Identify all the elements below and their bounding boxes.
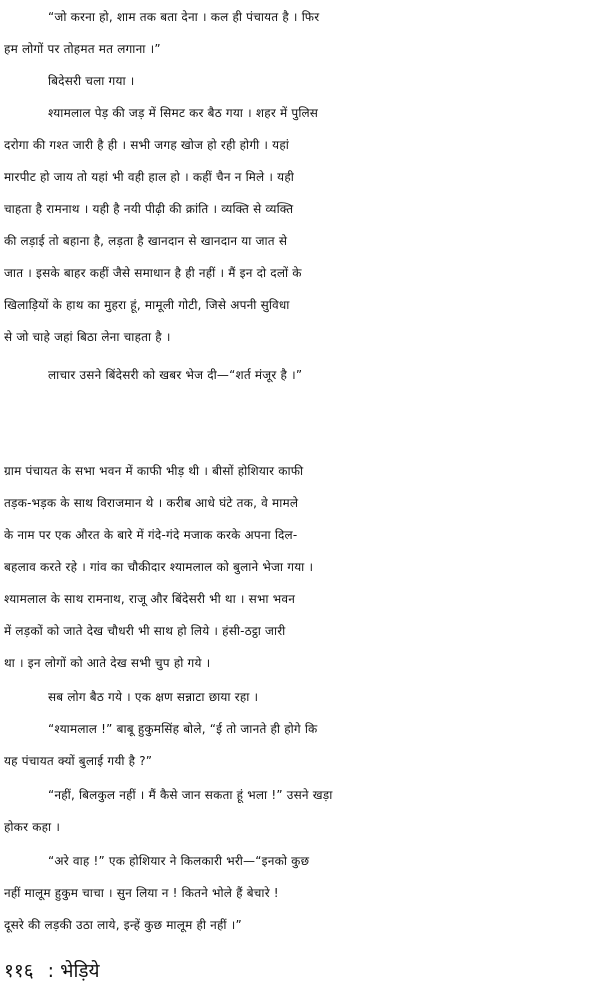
- paragraph-line: ग्राम पंचायत के सभा भवन में काफी भीड़ थी । बीसों होशियार काफी: [4, 464, 304, 478]
- paragraph-line: तड़क-भड़क के साथ विराजमान थे । करीब आधे घंटे तक, वे मामले: [4, 496, 299, 510]
- paragraph-line: बिदेसरी चला गया ।: [48, 74, 135, 88]
- page-footer: [4, 958, 114, 984]
- paragraph-line: के नाम पर एक औरत के बारे में गंदे-गंदे मजाक करके अपना दिल-: [4, 528, 298, 542]
- paragraph-line: “श्यामलाल !” बाबू हुकुमसिंह बोले, “ई तो जानते ही होगे कि: [48, 722, 318, 736]
- paragraph-line: की लड़ाई तो बहाना है, लड़ता है खानदान से खानदान या जात से: [4, 234, 288, 248]
- paragraph-line: यह पंचायत क्यों बुलाई गयी है ?”: [4, 754, 153, 768]
- paragraph-line: चाहता है रामनाथ । यही है नयी पीढ़ी की क्रांति । व्यक्ति से व्यक्ति: [4, 202, 294, 216]
- paragraph-line: सब लोग बैठ गये । एक क्षण सन्नाटा छाया रहा ।: [48, 690, 259, 704]
- running-title: : भेड़िये: [47, 960, 100, 982]
- paragraph-line: होकर कहा ।: [4, 820, 61, 834]
- paragraph-line: “जो करना हो, शाम तक बता देना । कल ही पंचायत है । फिर: [48, 10, 320, 24]
- paragraph-line: जात । इसके बाहर कहीं जैसे समाधान है ही नहीं । मैं इन दो दलों के: [4, 266, 302, 280]
- paragraph-line: मारपीट हो जाय तो यहां भी वही हाल हो । कहीं चैन न मिले । यही: [4, 170, 295, 184]
- page-number: ११६: [4, 960, 34, 982]
- paragraph-line: में लड़कों को जाते देख चौधरी भी साथ हो लिये । हंसी-ठट्ठा जारी: [4, 624, 286, 638]
- paragraph-line: दरोगा की गश्त जारी है ही । सभी जगह खोज हो रही होगी । यहां: [4, 138, 290, 152]
- paragraph-line: श्यामलाल पेड़ की जड़ में सिमट कर बैठ गया । शहर में पुलिस: [48, 106, 319, 120]
- paragraph-line: श्यामलाल के साथ रामनाथ, राजू और बिंदेसरी भी था । सभा भवन: [4, 592, 296, 606]
- paragraph-line: से जो चाहे जहां बिठा लेना चाहता है ।: [4, 330, 171, 344]
- paragraph-line: बहलाव करते रहे । गांव का चौकीदार श्यामलाल को बुलाने भेजा गया ।: [4, 560, 314, 574]
- paragraph-line: दूसरे की लड़की उठा लाये, इन्हें कुछ मालूम ही नहीं ।”: [4, 918, 242, 932]
- paragraph-line: हम लोगों पर तोहमत मत लगाना ।”: [4, 42, 161, 56]
- paragraph-line: था । इन लोगों को आते देख सभी चुप हो गये ।: [4, 656, 211, 670]
- paragraph-line: लाचार उसने बिंदेसरी को खबर भेज दी—“शर्त मंजूर है ।”: [48, 368, 303, 382]
- paragraph-line: खिलाड़ियों के हाथ का मुहरा हूं, मामूली गोटी, जिसे अपनी सुविधा: [4, 298, 290, 312]
- paragraph-line: नहीं मालूम हुकुम चाचा । सुन लिया न ! कितने भोले हैं बेचारे !: [4, 886, 279, 900]
- paragraph-line: “नहीं, बिलकुल नहीं । मैं कैसे जान सकता हूं भला !” उसने खड़ा: [48, 788, 333, 802]
- paragraph-line: “अरे वाह !” एक होशियार ने किलकारी भरी—“इनको कुछ: [48, 854, 310, 868]
